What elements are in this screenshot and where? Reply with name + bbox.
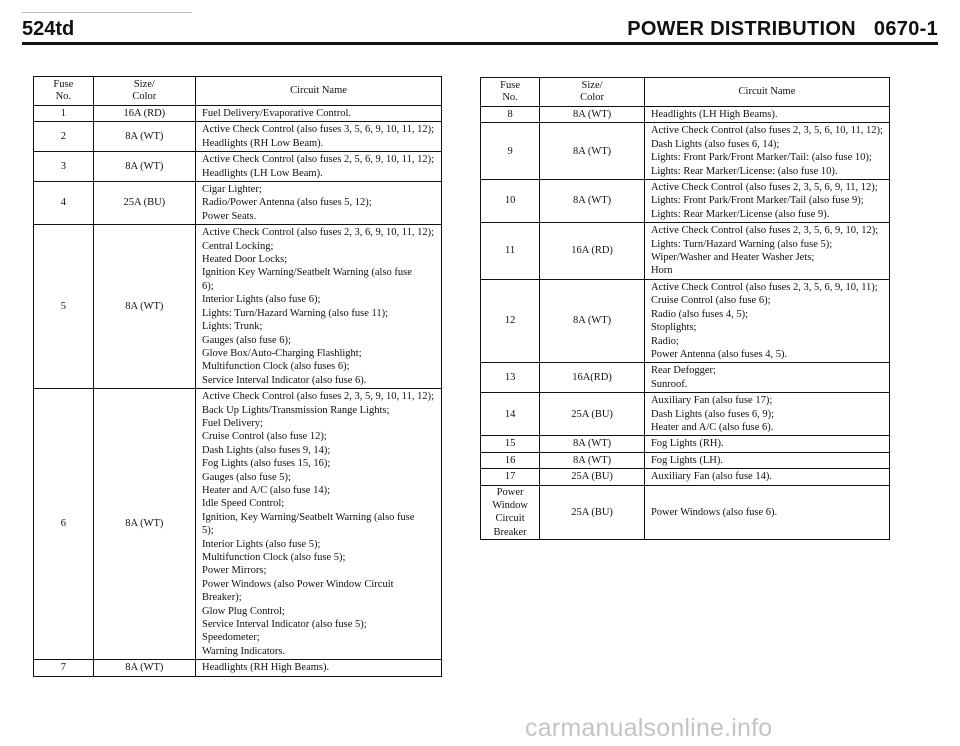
table-row bbox=[34, 152, 442, 182]
section-heading bbox=[627, 18, 938, 41]
fuse-size-cell: 8A (WT) bbox=[540, 436, 645, 452]
fuse-number-cell: 13 bbox=[481, 363, 540, 393]
fuse-number-cell: 9 bbox=[481, 123, 540, 180]
fuse-size-cell: 16A(RD) bbox=[540, 363, 645, 393]
table-row bbox=[481, 452, 890, 468]
fuse-number-cell: 2 bbox=[34, 122, 94, 152]
circuit-name-cell: Active Check Control (also fuses 2, 5, 6, 9, 10, 11, 12); Headlights (LH Low Beam). bbox=[195, 152, 441, 182]
fuse-number-cell: 16 bbox=[481, 452, 540, 468]
table-row bbox=[34, 122, 442, 152]
fuse-number-cell: 5 bbox=[34, 225, 94, 389]
circuit-name-cell: Cigar Lighter; Radio/Power Antenna (also fuses 5, 12); Power Seats. bbox=[195, 182, 441, 225]
fuse-number-cell: 12 bbox=[481, 279, 540, 362]
table-row bbox=[481, 123, 890, 180]
table-row bbox=[481, 469, 890, 485]
fuse-number-cell: 17 bbox=[481, 469, 540, 485]
table-row bbox=[481, 393, 890, 436]
circuit-name-cell: Headlights (LH High Beams). bbox=[644, 107, 889, 123]
fuse-number-cell: 6 bbox=[34, 389, 94, 660]
circuit-name-cell: Active Check Control (also fuses 2, 3, 5, 6, 9, 11, 12); Lights: Front Park/Front Marker/Tail (also fuse 9); Lights: Rear Marker/License (also fuse 9). bbox=[644, 180, 889, 223]
fuse-number-cell: Power Window Circuit Breaker bbox=[481, 485, 540, 540]
fuse-size-cell: 25A (BU) bbox=[540, 485, 645, 540]
fuse-size-cell: 25A (BU) bbox=[540, 469, 645, 485]
col-fuse-header: Fuse No. bbox=[481, 78, 540, 107]
page-header bbox=[22, 12, 938, 40]
table-header-row bbox=[481, 78, 890, 107]
circuit-name-cell: Fog Lights (RH). bbox=[644, 436, 889, 452]
fuse-size-cell: 8A (WT) bbox=[93, 660, 195, 676]
circuit-name-cell: Active Check Control (also fuses 2, 3, 5, 6, 9, 10, 12); Lights: Turn/Hazard Warning (also fuse 5); Wiper/Washer and Heater Washer Jets; Horn bbox=[644, 223, 889, 280]
fuse-size-cell: 8A (WT) bbox=[540, 180, 645, 223]
fuse-table-right bbox=[480, 77, 890, 540]
fuse-size-cell: 8A (WT) bbox=[93, 225, 195, 389]
fuse-table-right-body bbox=[481, 107, 890, 540]
fuse-number-cell: 3 bbox=[34, 152, 94, 182]
fuse-table-left bbox=[33, 76, 442, 677]
circuit-name-cell: Active Check Control (also fuses 2, 3, 6, 9, 10, 11, 12); Central Locking; Heated Door Locks; Ignition Key Warning/Seatbelt Warning (also fuse 6); Interior Lights (also fuse 6); Lights: Turn/Hazard Warning (also fuse 11); Lights: Trunk; Gauges (also fuse 6); Glove Box/Auto-Charging Flashlight; Multifunction Clock (also fuses 6); Service Interval Indicator (also fuse 6). bbox=[195, 225, 441, 389]
circuit-name-cell: Headlights (RH High Beams). bbox=[195, 660, 441, 676]
col-size-header: Size/ Color bbox=[93, 77, 195, 106]
table-row bbox=[34, 225, 442, 389]
fuse-number-cell: 4 bbox=[34, 182, 94, 225]
fuse-number-cell: 15 bbox=[481, 436, 540, 452]
circuit-name-cell: Fog Lights (LH). bbox=[644, 452, 889, 468]
circuit-name-cell: Active Check Control (also fuses 2, 3, 5, 9, 10, 11, 12); Back Up Lights/Transmission Range Lights; Fuel Delivery; Cruise Control (also fuse 12); Dash Lights (also fuses 9, 14); Fog Lights (also fuses 15, 16); Gauges (also fuse 5); Heater and A/C (also fuse 14); Idle Speed Control; Ignition, Key Warning/Seatbelt Warning (also fuse 5); Interior Lights (also fuse 5); Multifunction Clock (also fuse 5); Power Mirrors; Power Windows (also Power Window Circuit Breaker); Glow Plug Control; Service Interval Indicator (also fuse 5); Speedometer; Warning Indicators. bbox=[195, 389, 441, 660]
fuse-size-cell: 16A (RD) bbox=[540, 223, 645, 280]
fuse-size-cell: 8A (WT) bbox=[93, 122, 195, 152]
table-header-row bbox=[34, 77, 442, 106]
fuse-number-cell: 14 bbox=[481, 393, 540, 436]
table-row bbox=[481, 363, 890, 393]
table-row bbox=[481, 223, 890, 280]
circuit-name-cell: Active Check Control (also fuses 2, 3, 5, 6, 9, 10, 11); Cruise Control (also fuse 6); Radio (also fuses 4, 5); Stoplights; Radio; Power Antenna (also fuses 4, 5). bbox=[644, 279, 889, 362]
fuse-number-cell: 1 bbox=[34, 106, 94, 122]
col-size-header: Size/ Color bbox=[540, 78, 645, 107]
table-row bbox=[481, 485, 890, 540]
fuse-size-cell: 8A (WT) bbox=[93, 389, 195, 660]
col-circuit-header: Circuit Name bbox=[195, 77, 441, 106]
fuse-size-cell: 8A (WT) bbox=[540, 452, 645, 468]
fuse-number-cell: 11 bbox=[481, 223, 540, 280]
section-code: 0670-1 bbox=[873, 18, 938, 40]
fuse-size-cell: 8A (WT) bbox=[93, 152, 195, 182]
fuse-size-cell: 25A (BU) bbox=[93, 182, 195, 225]
fuse-number-cell: 10 bbox=[481, 180, 540, 223]
circuit-name-cell: Rear Defogger; Sunroof. bbox=[644, 363, 889, 393]
circuit-name-cell: Auxiliary Fan (also fuse 17); Dash Lights (also fuses 6, 9); Heater and A/C (also fuse 6). bbox=[644, 393, 889, 436]
col-circuit-header: Circuit Name bbox=[644, 78, 889, 107]
circuit-name-cell: Active Check Control (also fuses 2, 3, 5, 6, 10, 11, 12); Dash Lights (also fuses 6, 14); Lights: Front Park/Front Marker/Tail: (also fuse 10); Lights: Rear Marker/License: (also fuse 10). bbox=[644, 123, 889, 180]
fuse-size-cell: 8A (WT) bbox=[540, 107, 645, 123]
watermark: carmanualsonline.info bbox=[525, 714, 773, 742]
fuse-size-cell: 16A (RD) bbox=[93, 106, 195, 122]
circuit-name-cell: Power Windows (also fuse 6). bbox=[644, 485, 889, 540]
fuse-size-cell: 25A (BU) bbox=[540, 393, 645, 436]
table-row bbox=[34, 106, 442, 122]
fuse-size-cell: 8A (WT) bbox=[540, 279, 645, 362]
circuit-name-cell: Active Check Control (also fuses 3, 5, 6, 9, 10, 11, 12); Headlights (RH Low Beam). bbox=[195, 122, 441, 152]
circuit-name-cell: Fuel Delivery/Evaporative Control. bbox=[195, 106, 441, 122]
table-row bbox=[34, 389, 442, 660]
table-row bbox=[481, 436, 890, 452]
table-row bbox=[481, 180, 890, 223]
section-title: POWER DISTRIBUTION bbox=[627, 18, 856, 40]
table-row bbox=[34, 660, 442, 676]
model-title: 524td bbox=[22, 18, 75, 40]
fuse-table-left-body bbox=[34, 106, 442, 677]
table-row bbox=[481, 279, 890, 362]
fuse-size-cell: 8A (WT) bbox=[540, 123, 645, 180]
table-row bbox=[481, 107, 890, 123]
col-fuse-header: Fuse No. bbox=[34, 77, 94, 106]
header-hairline bbox=[22, 12, 192, 13]
fuse-number-cell: 8 bbox=[481, 107, 540, 123]
circuit-name-cell: Auxiliary Fan (also fuse 14). bbox=[644, 469, 889, 485]
fuse-number-cell: 7 bbox=[34, 660, 94, 676]
header-rule bbox=[22, 42, 938, 45]
table-row bbox=[34, 182, 442, 225]
